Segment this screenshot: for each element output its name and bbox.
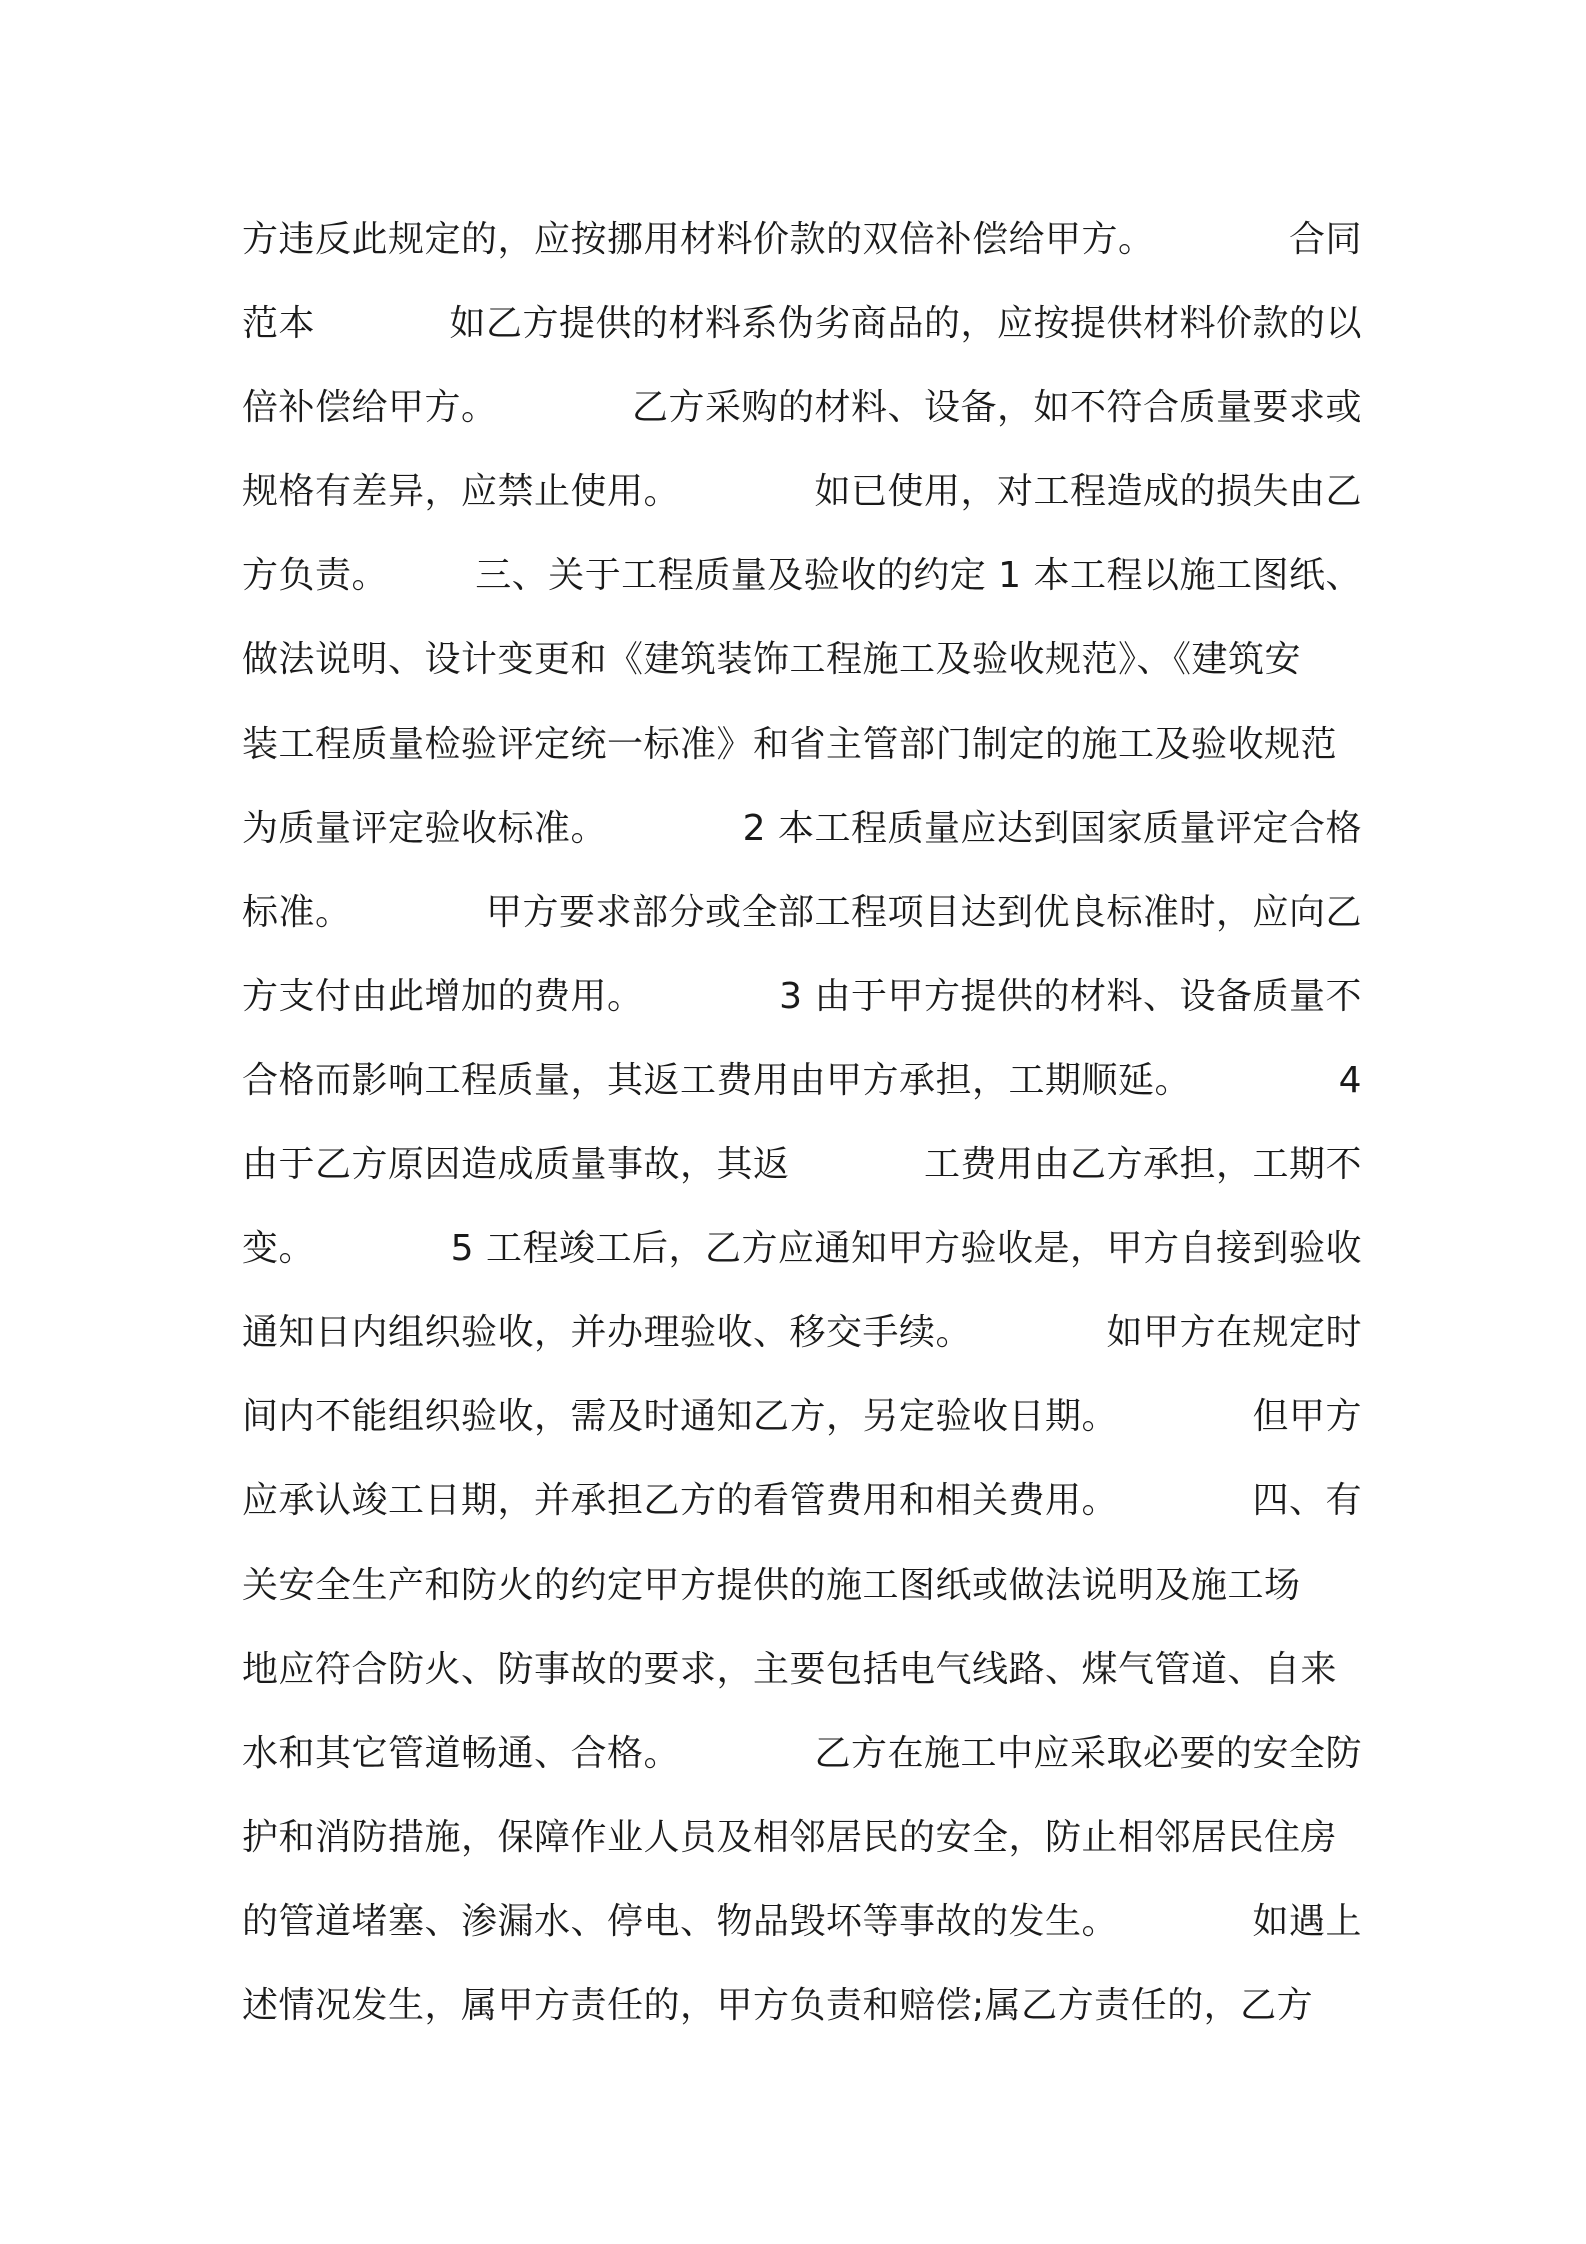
text-segment: 的管道堵塞、渗漏水、停电、物品毁坏等事故的发生。 [242, 1900, 1119, 1942]
text-line [242, 1207, 1362, 1291]
text-segment: 3 由于甲方提供的材料、设备质量不 [779, 975, 1362, 1017]
text-segment: 甲方要求部分或全部工程项目达到优良标准时，应向乙 [485, 891, 1362, 933]
text-line [242, 198, 1362, 282]
text-segment: 装工程质量检验评定统一标准》和省主管部门制定的施工及验收规范 [242, 723, 1338, 765]
body-text [242, 198, 1362, 2048]
text-segment: 方支付由此增加的费用。 [242, 975, 644, 1017]
text-segment: 2 本工程质量应达到国家质量评定合格 [742, 807, 1362, 849]
text-segment: 方违反此规定的，应按挪用材料价款的双倍补偿给甲方。 [242, 219, 1155, 260]
text-segment: 关安全生产和防火的约定甲方提供的施工图纸或做法说明及施工场 [242, 1564, 1301, 1606]
text-line [242, 1375, 1362, 1459]
text-line [242, 1123, 1362, 1207]
text-line [242, 703, 1362, 787]
text-segment: 通知日内组织验收，并办理验收、移交手续。 [242, 1312, 973, 1354]
text-segment: 水和其它管道畅通、合格。 [242, 1732, 681, 1774]
text-line [242, 955, 1362, 1039]
text-segment: 如已使用，对工程造成的损失由乙 [814, 471, 1362, 513]
text-segment: 倍补偿给甲方。 [242, 387, 498, 429]
text-segment: 合格而影响工程质量，其返工费用由甲方承担，工期顺延。 [242, 1059, 1192, 1101]
text-line [242, 787, 1362, 871]
text-line [242, 1880, 1362, 1964]
text-line [242, 534, 1362, 618]
text-segment: 5 工程竣工后，乙方应通知甲方验收是，甲方自接到验收 [450, 1228, 1362, 1270]
text-line [242, 618, 1362, 702]
text-line [242, 1712, 1362, 1796]
text-line [242, 1628, 1362, 1712]
text-segment: 如甲方在规定时 [1106, 1312, 1362, 1354]
text-segment: 乙方在施工中应采取必要的安全防 [814, 1732, 1362, 1774]
text-segment: 述情况发生，属甲方责任的，甲方负责和赔偿;属乙方责任的，乙方 [242, 1984, 1314, 2026]
text-segment: 由于乙方原因造成质量事故，其返 [242, 1144, 790, 1186]
text-segment: 变。 [242, 1228, 316, 1270]
text-segment: 4 [1338, 1059, 1362, 1101]
text-line [242, 1964, 1362, 2048]
text-segment: 如乙方提供的材料系伪劣商品的，应按提供材料价款的以 [449, 303, 1362, 345]
text-line [242, 1459, 1362, 1543]
text-line [242, 450, 1362, 534]
text-segment: 工费用由乙方承担，工期不 [923, 1144, 1362, 1186]
text-line [242, 1796, 1362, 1880]
text-segment: 方负责。 [242, 555, 389, 597]
text-segment: 应承认竣工日期，并承担乙方的看管费用和相关费用。 [242, 1480, 1119, 1522]
text-segment: 护和消防措施，保障作业人员及相邻居民的安全，防止相邻居民住房 [242, 1816, 1338, 1858]
text-line [242, 871, 1362, 955]
text-line [242, 1039, 1362, 1123]
text-segment: 间内不能组织验收，需及时通知乙方，另定验收日期。 [242, 1396, 1119, 1438]
text-line [242, 282, 1362, 366]
text-segment: 范本 [242, 303, 316, 345]
text-line [242, 366, 1362, 450]
text-line [242, 1291, 1362, 1375]
text-segment: 四、有 [1252, 1480, 1362, 1522]
text-segment: 为质量评定验收标准。 [242, 807, 608, 849]
text-segment: 规格有差异，应禁止使用。 [242, 471, 681, 513]
text-segment: 做法说明、设计变更和《建筑装饰工程施工及验收规范》、《建筑安 [242, 639, 1302, 681]
text-segment: 如遇上 [1252, 1900, 1362, 1942]
text-segment: 乙方采购的材料、设备，如不符合质量要求或 [631, 387, 1362, 429]
text-segment: 标准。 [242, 891, 352, 933]
text-segment: 三、关于工程质量及验收的约定 1 本工程以施工图纸、 [475, 555, 1362, 597]
text-segment: 但甲方 [1252, 1396, 1362, 1438]
text-line [242, 1544, 1362, 1628]
text-segment: 地应符合防火、防事故的要求，主要包括电气线路、煤气管道、自来 [242, 1648, 1338, 1690]
text-segment: 合同 [1288, 219, 1362, 260]
